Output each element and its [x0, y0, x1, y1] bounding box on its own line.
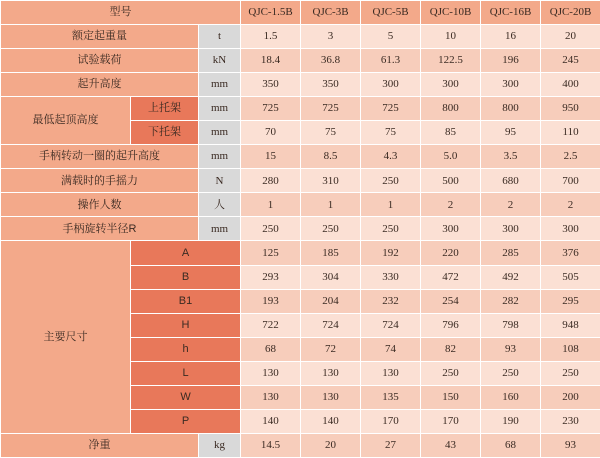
table-row: [1, 217, 600, 241]
cell-value: 185: [301, 241, 361, 265]
row-label-group-dimensions: 主要尺寸: [1, 241, 131, 433]
cell-value: 230: [541, 409, 600, 433]
row-sublabel: B1: [131, 289, 241, 313]
row-label: 净重: [1, 433, 199, 457]
cell-value: 250: [241, 217, 301, 241]
row-unit: 人: [199, 193, 241, 217]
row-sublabel: H: [131, 313, 241, 337]
cell-value: 254: [421, 289, 481, 313]
cell-value: 330: [361, 265, 421, 289]
cell-value: 725: [361, 97, 421, 121]
cell-value: 110: [541, 121, 600, 145]
cell-value: 36.8: [301, 49, 361, 73]
cell-value: 130: [241, 361, 301, 385]
cell-value: 282: [481, 289, 541, 313]
cell-value: 14.5: [241, 433, 301, 457]
cell-value: 376: [541, 241, 600, 265]
header-model-0: QJC-1.5B: [241, 1, 301, 25]
cell-value: 400: [541, 73, 600, 97]
cell-value: 170: [361, 409, 421, 433]
cell-value: 310: [301, 169, 361, 193]
cell-value: 1: [301, 193, 361, 217]
cell-value: 130: [301, 361, 361, 385]
cell-value: 1: [241, 193, 301, 217]
row-sublabel: W: [131, 385, 241, 409]
cell-value: 250: [481, 361, 541, 385]
cell-value: 800: [421, 97, 481, 121]
table-row: [1, 49, 600, 73]
cell-value: 15: [241, 145, 301, 169]
cell-value: 725: [241, 97, 301, 121]
cell-value: 204: [301, 289, 361, 313]
cell-value: 61.3: [361, 49, 421, 73]
cell-value: 350: [241, 73, 301, 97]
row-sublabel: B: [131, 265, 241, 289]
row-unit: mm: [199, 121, 241, 145]
cell-value: 122.5: [421, 49, 481, 73]
cell-value: 95: [481, 121, 541, 145]
cell-value: 285: [481, 241, 541, 265]
cell-value: 724: [301, 313, 361, 337]
row-unit: mm: [199, 217, 241, 241]
cell-value: 74: [361, 337, 421, 361]
cell-value: 140: [301, 409, 361, 433]
row-label: 手柄旋转半径R: [1, 217, 199, 241]
row-unit: kg: [199, 433, 241, 457]
row-label: 操作人数: [1, 193, 199, 217]
cell-value: 725: [301, 97, 361, 121]
cell-value: 3.5: [481, 145, 541, 169]
cell-value: 300: [361, 73, 421, 97]
cell-value: 250: [361, 169, 421, 193]
table-row: [1, 433, 600, 457]
header-model-5: QJC-20B: [541, 1, 600, 25]
cell-value: 4.3: [361, 145, 421, 169]
cell-value: 700: [541, 169, 600, 193]
table-header-row: [1, 1, 600, 25]
cell-value: 350: [301, 73, 361, 97]
cell-value: 72: [301, 337, 361, 361]
row-unit: mm: [199, 97, 241, 121]
cell-value: 16: [481, 25, 541, 49]
row-label-group: 最低起顶高度: [1, 97, 131, 145]
cell-value: 5.0: [421, 145, 481, 169]
cell-value: 295: [541, 289, 600, 313]
table-row: [1, 169, 600, 193]
cell-value: 1.5: [241, 25, 301, 49]
cell-value: 2.5: [541, 145, 600, 169]
cell-value: 680: [481, 169, 541, 193]
cell-value: 160: [481, 385, 541, 409]
row-unit: mm: [199, 145, 241, 169]
row-label: 满载时的手摇力: [1, 169, 199, 193]
table-row: [1, 145, 600, 169]
cell-value: 950: [541, 97, 600, 121]
cell-value: 250: [421, 361, 481, 385]
cell-value: 250: [301, 217, 361, 241]
cell-value: 722: [241, 313, 301, 337]
cell-value: 948: [541, 313, 600, 337]
row-sublabel: h: [131, 337, 241, 361]
row-label: 起升高度: [1, 73, 199, 97]
cell-value: 200: [541, 385, 600, 409]
cell-value: 93: [541, 433, 600, 457]
cell-value: 472: [421, 265, 481, 289]
cell-value: 300: [481, 73, 541, 97]
row-unit: kN: [199, 49, 241, 73]
cell-value: 18.4: [241, 49, 301, 73]
table-row: [1, 25, 600, 49]
cell-value: 250: [541, 361, 600, 385]
cell-value: 3: [301, 25, 361, 49]
cell-value: 505: [541, 265, 600, 289]
cell-value: 130: [361, 361, 421, 385]
cell-value: 300: [421, 73, 481, 97]
cell-value: 300: [541, 217, 600, 241]
row-unit: mm: [199, 73, 241, 97]
row-label: 额定起重量: [1, 25, 199, 49]
cell-value: 304: [301, 265, 361, 289]
row-sublabel: L: [131, 361, 241, 385]
header-model-label: 型号: [1, 1, 241, 25]
cell-value: 300: [421, 217, 481, 241]
cell-value: 492: [481, 265, 541, 289]
cell-value: 10: [421, 25, 481, 49]
header-model-1: QJC-3B: [301, 1, 361, 25]
header-model-3: QJC-10B: [421, 1, 481, 25]
cell-value: 2: [421, 193, 481, 217]
row-unit: N: [199, 169, 241, 193]
cell-value: 250: [361, 217, 421, 241]
cell-value: 190: [481, 409, 541, 433]
cell-value: 170: [421, 409, 481, 433]
cell-value: 135: [361, 385, 421, 409]
cell-value: 245: [541, 49, 600, 73]
cell-value: 68: [241, 337, 301, 361]
cell-value: 193: [241, 289, 301, 313]
row-sublabel: P: [131, 409, 241, 433]
cell-value: 798: [481, 313, 541, 337]
cell-value: 796: [421, 313, 481, 337]
cell-value: 85: [421, 121, 481, 145]
cell-value: 27: [361, 433, 421, 457]
cell-value: 500: [421, 169, 481, 193]
row-label: 手柄转动一圈的起升高度: [1, 145, 199, 169]
cell-value: 220: [421, 241, 481, 265]
cell-value: 8.5: [301, 145, 361, 169]
cell-value: 82: [421, 337, 481, 361]
table-row: [1, 97, 600, 121]
cell-value: 20: [541, 25, 600, 49]
row-sublabel: 下托架: [131, 121, 199, 145]
header-model-2: QJC-5B: [361, 1, 421, 25]
cell-value: 724: [361, 313, 421, 337]
row-sublabel: A: [131, 241, 241, 265]
cell-value: 1: [361, 193, 421, 217]
cell-value: 108: [541, 337, 600, 361]
cell-value: 150: [421, 385, 481, 409]
cell-value: 75: [361, 121, 421, 145]
cell-value: 130: [241, 385, 301, 409]
table-row: [1, 73, 600, 97]
cell-value: 140: [241, 409, 301, 433]
cell-value: 232: [361, 289, 421, 313]
row-unit: t: [199, 25, 241, 49]
row-label: 试验载荷: [1, 49, 199, 73]
cell-value: 20: [301, 433, 361, 457]
cell-value: 2: [481, 193, 541, 217]
cell-value: 125: [241, 241, 301, 265]
table-row: [1, 241, 600, 265]
cell-value: 68: [481, 433, 541, 457]
header-model-4: QJC-16B: [481, 1, 541, 25]
cell-value: 192: [361, 241, 421, 265]
cell-value: 300: [481, 217, 541, 241]
row-sublabel: 上托架: [131, 97, 199, 121]
cell-value: 280: [241, 169, 301, 193]
cell-value: 93: [481, 337, 541, 361]
cell-value: 800: [481, 97, 541, 121]
cell-value: 75: [301, 121, 361, 145]
cell-value: 130: [301, 385, 361, 409]
cell-value: 70: [241, 121, 301, 145]
table-row: [1, 193, 600, 217]
cell-value: 43: [421, 433, 481, 457]
cell-value: 2: [541, 193, 600, 217]
cell-value: 5: [361, 25, 421, 49]
cell-value: 196: [481, 49, 541, 73]
cell-value: 293: [241, 265, 301, 289]
